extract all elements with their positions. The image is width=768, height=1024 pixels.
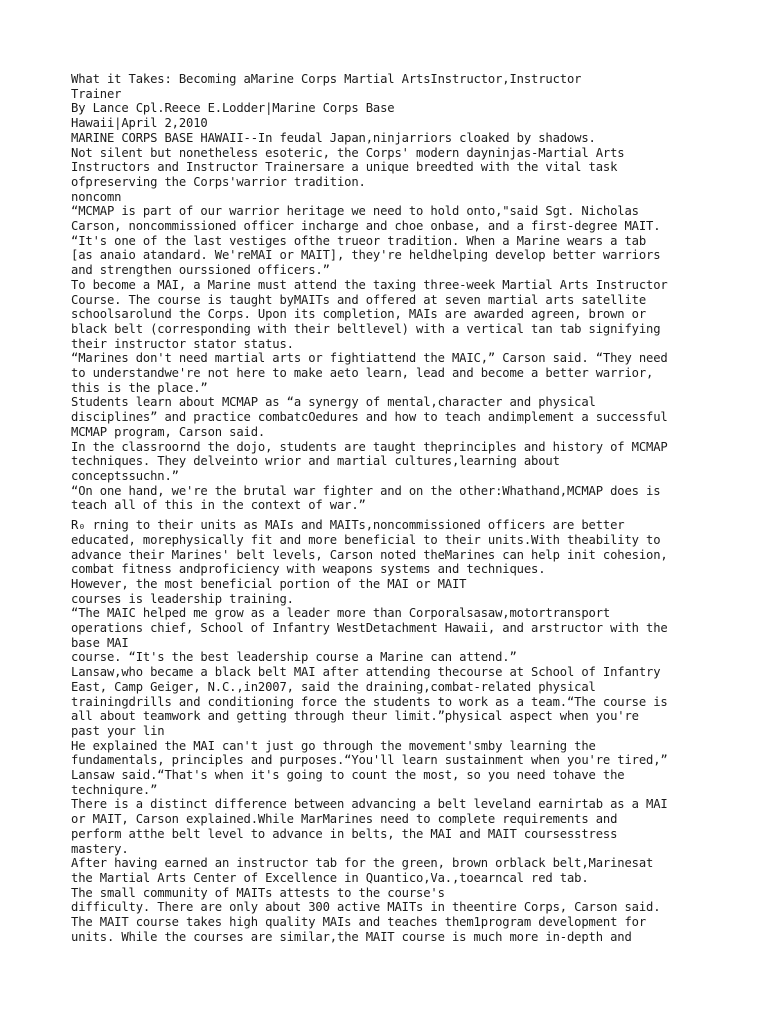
text-line: Instructors and Instructor Trainersare a unique breedted with the vital task xyxy=(71,160,618,175)
text-line: the Martial Arts Center of Excellence in Quantico,Va.,toearncal red tab. xyxy=(71,870,589,885)
text-line: He explained the MAI can't just go through the movement'smby learning the xyxy=(71,738,596,753)
text-line: course. “It's the best leadership course a Marine can attend.” xyxy=(71,650,517,665)
text-line: What it Takes: Becoming aMarine Corps Martial ArtsInstructor,Instructor xyxy=(71,72,582,86)
text-line: There is a distinct difference between advancing a belt leveland earnirtab as a MAI xyxy=(71,797,668,812)
text-line: Students learn about MCMAP as “a synergy of mental,character and physical xyxy=(71,395,596,410)
text-line: schoolsarolund the Corps. Upon its completion, MAIs are awarded agreen, brown or xyxy=(71,307,646,322)
text-line: Course. The course is taught byMAITs and offered at seven martial arts satellite xyxy=(71,292,646,307)
text-line: perform atthe belt level to advance in belts, the MAI and MAIT coursesstress xyxy=(71,826,618,841)
text-line: Carson, noncommissioned officer incharge and choe onbase, and a first-degree MAIT. xyxy=(71,219,661,234)
text-line: “It's one of the last vestiges ofthe trueor tradition. When a Marine wears a tab xyxy=(71,233,646,248)
text-line: trainingdrills and conditioning force the students to work as a team.“The course is xyxy=(71,694,668,709)
text-line: all about teamwork and getting through theur limit.”physical aspect when you're xyxy=(71,709,639,724)
text-line: “MCMAP is part of our warrior heritage we need to hold onto,"said Sgt. Nicholas xyxy=(71,204,639,219)
text-line: conceptssuchn.” xyxy=(71,468,179,483)
text-line: difficulty. There are only about 300 active MAITs in theentire Corps, Carson said. xyxy=(71,900,661,915)
text-line: to understandwe're not here to make aeto learn, lead and become a better warrior, xyxy=(71,366,654,381)
text-line: ofpreserving the Corps'warrior tradition. xyxy=(71,174,366,189)
text-line: MCMAP program, Carson said. xyxy=(71,424,266,439)
text-line: The MAIT course takes high quality MAIs and teaches them1program development for xyxy=(71,915,646,930)
text-line: techniqure.” xyxy=(71,782,158,797)
text-line: Not silent but nonetheless esoteric, the Corps' modern dayninjas-Martial Arts xyxy=(71,145,625,160)
text-line: this is the place.” xyxy=(71,380,208,395)
text-line: past your lin xyxy=(71,723,165,738)
text-line: “The MAIC helped me grow as a leader more than Corporalsasaw,motortransport xyxy=(71,606,611,621)
text-line: East, Camp Geiger, N.C.,in2007, said the draining,combat-related physical xyxy=(71,679,596,694)
text-line: MARINE CORPS BASE HAWAII--In feudal Japan,ninjarriors cloaked by shadows. xyxy=(71,130,596,145)
text-line: disciplines” and practice combatcOedures and how to teach andimplement a successful xyxy=(71,410,668,425)
text-line: base MAI xyxy=(71,635,129,650)
text-line: [as anaio atandard. We'reMAI or MAIT], they're heldhelping develop better warriors xyxy=(71,248,661,263)
text-line: noncomn xyxy=(71,189,122,204)
text-line: teach all of this in the context of war.” xyxy=(71,498,366,513)
text-line: units. While the courses are similar,the MAIT course is much more in-depth and xyxy=(71,929,632,944)
text-line: After having earned an instructor tab for the green, brown orblack belt,Marinesat xyxy=(71,856,654,871)
text-line: “Marines don't need martial arts or fightiattend the MAIC,” Carson said. “They need xyxy=(71,351,668,366)
text-line: The small community of MAITs attests to the course's xyxy=(71,885,445,900)
text-line: combat fitness andproficiency with weapons systems and techniques. xyxy=(71,562,546,577)
text-line: Lansaw,who became a black belt MAI after attending thecourse at School of Infantry xyxy=(71,665,661,680)
text-line: To become a MAI, a Marine must attend the taxing three-week Martial Arts Instructor xyxy=(71,277,668,292)
text-line: or MAIT, Carson explained.While MarMarines need to complete requirements and xyxy=(71,812,618,827)
text-line: black belt (corresponding with their beltlevel) with a vertical tan tab signifying xyxy=(71,321,661,336)
text-line: Hawaii|April 2,2010 xyxy=(71,116,208,131)
text-line: Lansaw said.“That's when it's going to count the most, so you need tohave the xyxy=(71,768,625,783)
text-line: techniques. They delveinto wrior and martial cultures,learning about xyxy=(71,454,560,469)
text-line: and strengthen ourssioned officers.” xyxy=(71,263,330,278)
text-line: In the classroornd the dojo, students are taught theprinciples and history of MCMAP xyxy=(71,439,668,454)
text-line: their instructor stator status. xyxy=(71,336,294,351)
text-line: mastery. xyxy=(71,841,129,856)
text-line: R₀ rning to their units as MAIs and MAITs,noncommissioned officers are better xyxy=(71,518,625,533)
text-line: However, the most beneficial portion of the MAI or MAIT xyxy=(71,576,467,591)
text-line: By Lance Cpl.Reece E.Lodder|Marine Corps Base xyxy=(71,101,395,116)
text-line: Trainer xyxy=(71,86,122,101)
text-line: operations chief, School of Infantry WestDetachment Hawaii, and arstructor with the xyxy=(71,621,668,636)
text-line: educated, morephysically fit and more beneficial to their units.With theability to xyxy=(71,532,661,547)
document-page xyxy=(71,72,711,944)
text-line: advance their Marines' belt levels, Carson noted theMarines can help init cohesion, xyxy=(71,547,668,562)
text-line: fundamentals, principles and purposes.“You'll learn sustainment when you're tired,” xyxy=(71,753,668,768)
text-line: courses is leadership training. xyxy=(71,591,294,606)
text-line: “On one hand, we're the brutal war fighter and on the other:Whathand,MCMAP does is xyxy=(71,483,661,498)
